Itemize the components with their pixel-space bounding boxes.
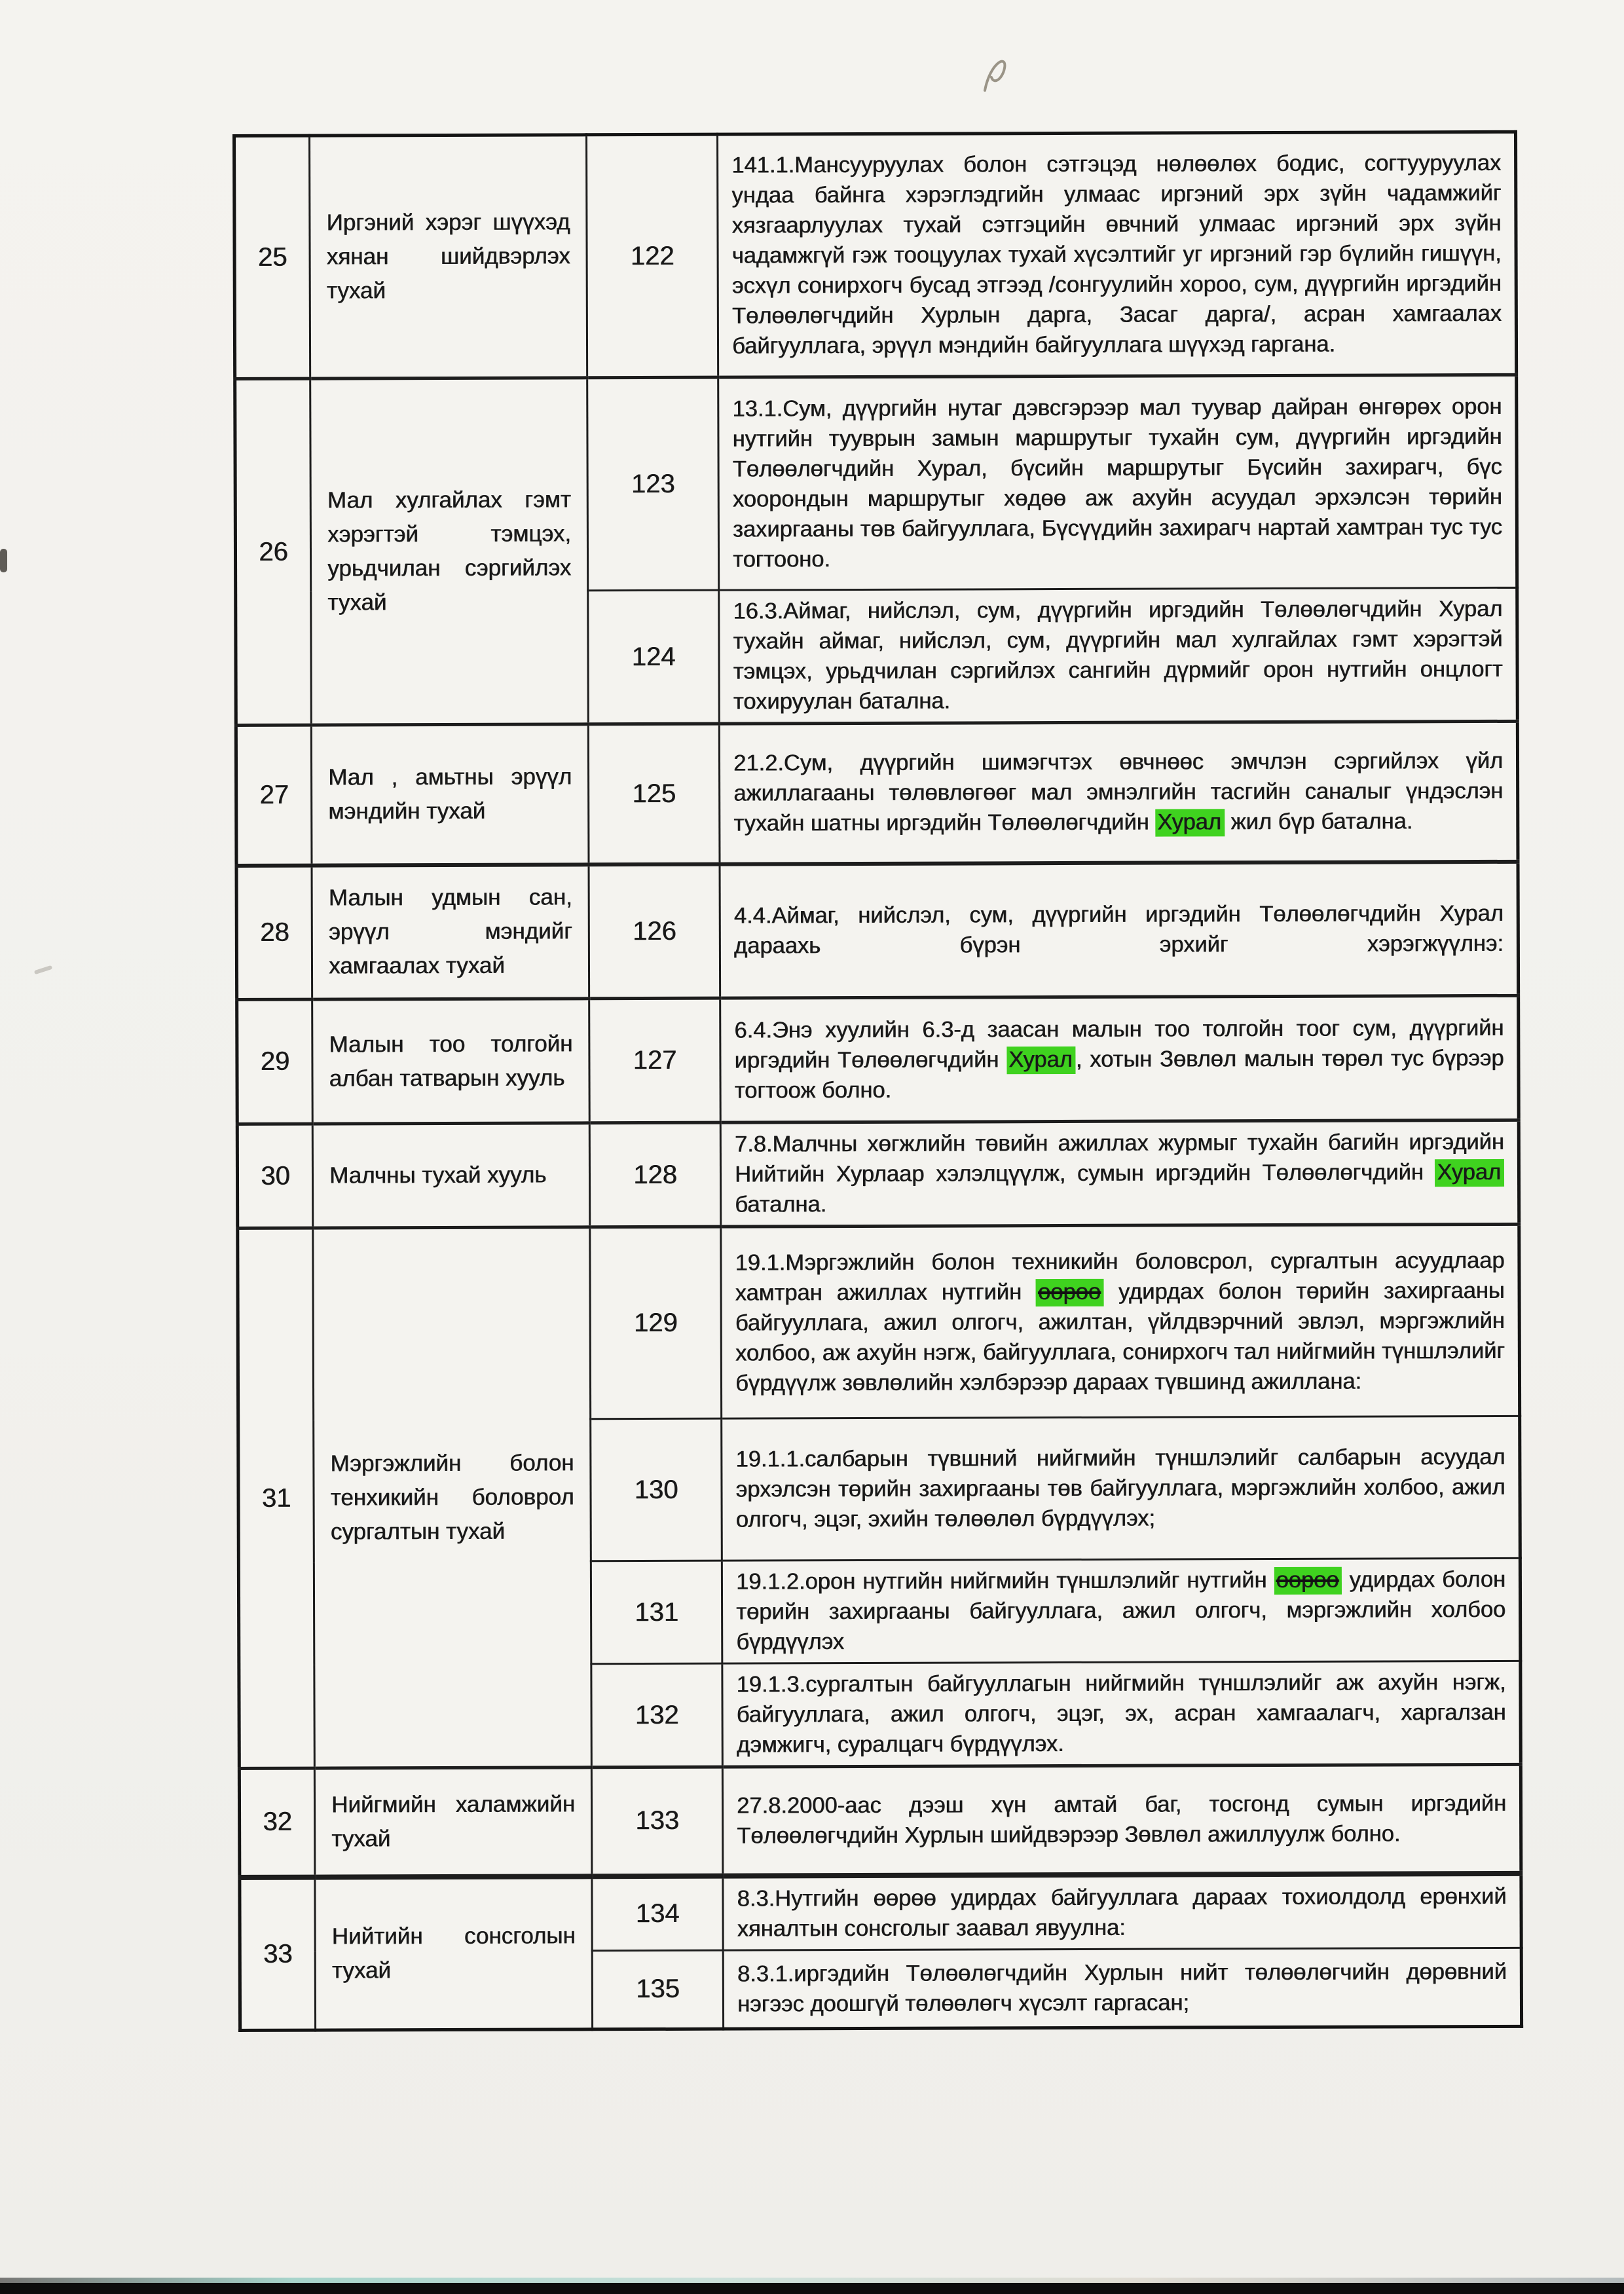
row-index-cell: 32 [239, 1768, 315, 1877]
law-title-text: Малын удмын сан, эрүүл мэндийг хамгаалах тухай [328, 884, 572, 979]
provision-text-cell [723, 1948, 1521, 2029]
highlighted-term: Хурал [1155, 809, 1225, 836]
law-title-cell [310, 135, 587, 379]
provision-number-cell: 130 [591, 1418, 722, 1561]
provision-text-cell [718, 132, 1517, 377]
law-title-cell [312, 1123, 589, 1228]
table-row [238, 1224, 1520, 1420]
provision-text: 19.1.1.салбарын түвшний нийгмийн түншлэлийг салбарын асуудал эрхэлсэн төрийн захиргааны төв байгууллага, мэргэжлийн холбоо, ажил олгогч, эцэг, эхийн төлөөлөл бүрдүүлэх; [735, 1444, 1505, 1532]
row-index-cell: 31 [238, 1228, 315, 1768]
row-index-cell: 30 [237, 1124, 312, 1228]
provision-text: 19.1.Мэргэжлийн болон техникийн боловсрол, сургалтын асуудлаар хамтран ажиллах нутгийн өөрөө удирдах болон төрийн захиргааны байгууллага, ажил олгогч, ажилтан, үйлдвэрчний эвлэл, мэргэжлийн холбоо, аж ахуйн нэгж, байгууллага, сонирхогч тал нийгмийн түншлэлийг бүрдүүлж зөвлөлийн хэлбэрээр дараах түвшинд ажиллана: [735, 1248, 1505, 1396]
highlighted-term: Хурал [1006, 1046, 1076, 1073]
law-title-cell [315, 1876, 593, 2030]
row-index-cell: 33 [240, 1877, 316, 2030]
provision-text-cell [720, 1120, 1519, 1227]
provision-text-cell [721, 1224, 1520, 1418]
provision-text-cell [720, 861, 1519, 998]
provision-text: 27.8.2000-аас дээш хүн амтай баг, тосгонд сумын иргэдийн Төлөөлөгчдийн Хурлын шийдвэрээр Зөвлөл ажиллуулж болно. [736, 1790, 1507, 1849]
highlighted-term: Хурал [1435, 1159, 1504, 1187]
table-row [234, 132, 1517, 379]
provision-text-cell [720, 995, 1519, 1122]
provision-number-cell: 127 [589, 998, 721, 1123]
law-title-cell [312, 999, 590, 1124]
row-index-cell: 26 [235, 379, 312, 725]
provision-text: 7.8.Малчны хөгжлийн төвийн ажиллах журмыг тухайн багийн иргэдийн Нийтийн Хурлаар хэлэлцүүлж, сумын иргэдийн Төлөөлөгчдийн Хурал батална. [734, 1129, 1504, 1217]
ink-smudge [0, 549, 7, 572]
law-title-text: Малын тоо толгойн албан татварын хууль [329, 1030, 573, 1092]
row-index-cell: 28 [236, 865, 312, 999]
law-title-cell [311, 724, 589, 865]
law-table [232, 130, 1523, 2032]
provision-number-cell: 124 [588, 590, 720, 724]
provision-text-cell [718, 375, 1517, 590]
law-title-text: Нийгмийн халамжийн тухай [331, 1791, 576, 1852]
provision-number-cell: 128 [589, 1122, 720, 1227]
provision-text: 8.3.Нутгийн өөрөө удирдах байгууллага дараах тохиолдолд ерөнхий хяналтын сонсголыг заавал явуулна: [737, 1883, 1507, 1942]
row-index-cell: 29 [237, 999, 313, 1124]
scan-bottom-edge [0, 2283, 1624, 2294]
provision-number-cell: 135 [592, 1950, 723, 2029]
pencil-mark [34, 965, 52, 974]
provision-text: 4.4.Аймаг, нийслэл, сум, дүүргийн иргэдийн Төлөөлөгчдийн Хурал дараахь бүрэн эрхийг хэрэгжүүлнэ: [733, 901, 1504, 959]
provision-text-cell [719, 587, 1518, 724]
law-title-cell [313, 1227, 592, 1768]
provision-number-cell: 125 [588, 724, 720, 864]
row-index-cell: 25 [234, 136, 310, 379]
provision-number-cell: 129 [590, 1227, 722, 1419]
provision-text: 6.4.Энэ хуулийн 6.3-д заасан малын тоо толгойн тоог сум, дүүргийн иргэдийн Төлөөлөгчдийн Хурал , хотын Зөвлөл малын төрөл тус бүрээр тогтоож болно. [734, 1015, 1504, 1103]
provision-text: 21.2.Сум, дүүргийн шимэгчтэх өвчнөөс эмчлэн сэргийлэх үйл ажиллагааны төлөвлөгөөг мал эмнэлгийн тасгийн саналыг үндэслэн тухайн шатны иргэдийн Төлөөлөгчдийн Хурал жил бүр батална. [733, 749, 1504, 836]
table-row [236, 861, 1519, 999]
law-title-text: Малчны тухай хууль [329, 1162, 547, 1189]
provision-text-cell [722, 1764, 1521, 1876]
pen-mark [976, 45, 1022, 103]
law-title-text: Нийтийн сонсголын тухай [331, 1923, 576, 1984]
provision-number-cell: 134 [592, 1876, 723, 1950]
row-index-cell: 27 [236, 725, 312, 865]
provision-number-cell: 123 [587, 377, 719, 591]
law-title-text: Иргэний хэрэг шүүхэд хянан шийдвэрлэх тухай [326, 209, 570, 304]
provision-text: 8.3.1.иргэдийн Төлөөлөгчдийн Хурлын нийт төлөөлөгчийн дөрөвний нэгээс доошгүй төлөөлөгч хүсэлт гаргасан; [737, 1959, 1507, 2017]
provision-text-cell [723, 1873, 1521, 1950]
provision-text-cell [722, 1558, 1520, 1663]
provision-text: 16.3.Аймаг, нийслэл, сум, дүүргийн иргэдийн Төлөөлөгчдийн Хурал тухайн аймаг, нийслэл, сум, дүүргийн мал хулгайлах гэмт хэрэгтэй тэмцэх, урьдчилан сэргийлэх сангийн дүрмийг орон нутгийн онцлогт тохируулан батална. [733, 596, 1503, 714]
provision-text: 19.1.2.орон нутгийн нийгмийн түншлэлийг нутгийн өөрөө удирдах болон төрийн захиргааны байгууллага, ажил олгогч, мэргэжлийн холбоо бүрдүүлэх [735, 1566, 1506, 1655]
table-row [237, 995, 1519, 1124]
provision-text-cell [722, 1416, 1521, 1561]
provision-number-cell: 131 [591, 1561, 722, 1664]
provision-number-cell: 122 [587, 134, 718, 378]
highlighted-term: өөрөө [1274, 1567, 1342, 1595]
law-title-text: Мал , амьтны эрүүл мэндийн тухай [328, 764, 572, 824]
table-row [236, 721, 1518, 865]
provision-text-cell [719, 721, 1518, 864]
provision-number-cell: 132 [591, 1663, 722, 1767]
provision-number-cell: 133 [591, 1767, 723, 1876]
provision-number-cell: 126 [589, 864, 720, 999]
table-row [235, 375, 1517, 591]
provision-text-cell [722, 1661, 1521, 1767]
highlighted-term: өөрөө [1036, 1278, 1104, 1306]
law-title-cell [312, 864, 589, 999]
provision-text: 19.1.3.сургалтын байгууллагын нийгмийн түншлэлийг аж ахуйн нэгж, байгууллага, ажил олгогч, эцэг, эх, асран хамгаалагч, харгалзан дэмжигч, суралцагч бүрдүүлэх. [736, 1669, 1506, 1758]
law-title-text: Мэргэжлийн болон тенхикийн боловрол сургалтын тухай [330, 1450, 574, 1545]
table-row [239, 1764, 1521, 1877]
provision-text: 141.1.Мансууруулах болон сэтгэцэд нөлөөлөх бодис, согтууруулах ундаа байнга хэрэглэдгийн улмаас иргэний эрх зүйн чадамжийг хязгаарлуулах тухай сэтгэцийн өвчний улмаас иргэний эрх зүйн чадамжгүй гэж тооцуулах тухай хүсэлтийг уг иргэний гэр бүлийн гишүүн, эсхүл сонирхогч бусад этгээд /сонгуулийн хороо, сум, дүүргийн иргэдийн Төлөөлөгчдийн Хурлын дарга, Засаг дарга/, асран хамгаалах байгууллага, эрүүл мэндийн байгууллага шүүхэд гаргана. [731, 150, 1502, 359]
law-title-text: Мал хулгайлах гэмт хэрэгтэй тэмцэх, урьдчилан сэргийлэх тухай [327, 487, 572, 616]
table-row [240, 1873, 1521, 1952]
law-title-cell [310, 378, 589, 725]
law-title-cell [314, 1767, 592, 1877]
table-row [237, 1120, 1519, 1228]
provision-text: 13.1.Сум, дүүргийн нутаг дэвсгэрээр мал туувар дайран өнгөрөх орон нутгийн тууврын замын маршрутыг тухайн сум, дүүргийн иргэдийн Төлөөлөгчдийн Хурал, бүсийн маршрутыг Бүсийн захирагч, бүс хоорондын маршрутыг хөдөө аж ахуйн асуудал эрхэлсэн төрийн захиргааны төв байгууллага, Бүсүүдийн захирагч нартай хамтран тус тус тогтооно. [732, 394, 1502, 572]
law-table-body [234, 132, 1522, 2030]
